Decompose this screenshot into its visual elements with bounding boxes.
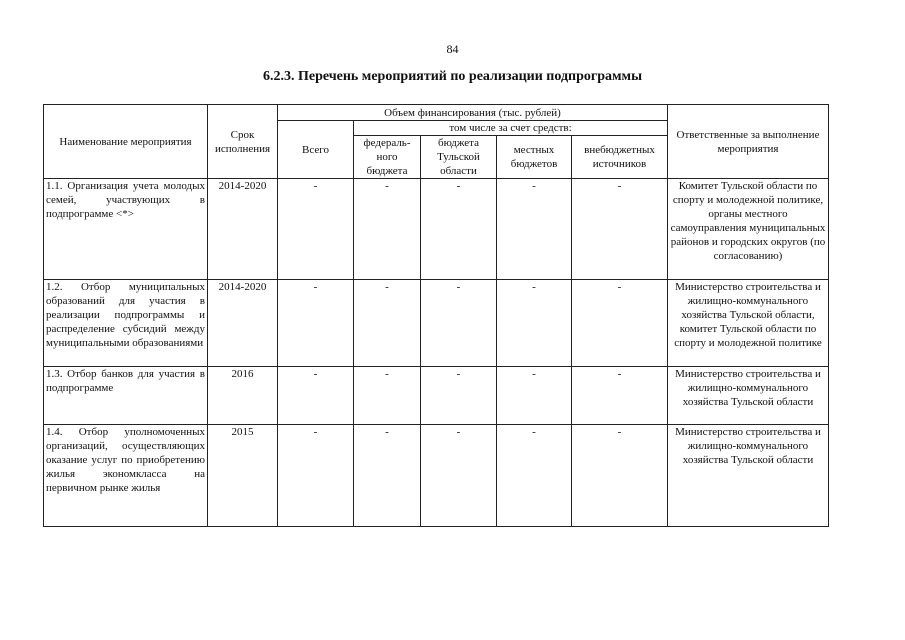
header-name: Наименование мероприятия <box>44 105 208 179</box>
header-local: местных бюджетов <box>497 136 572 179</box>
activity-term: 2014-2020 <box>208 179 278 280</box>
activity-name: 1.4. Отбор уполномоченных организаций, осуществляющих оказание услуг по приобретению жилья экономкласса на первичном рынке жилья <box>44 425 208 527</box>
funding-total: - <box>278 425 354 527</box>
page-number: 84 <box>446 42 459 56</box>
table-row <box>44 367 829 425</box>
activity-name: 1.3. Отбор банков для участия в подпрограмме <box>44 367 208 425</box>
funding-regional: - <box>421 425 497 527</box>
funding-extra: - <box>572 179 668 280</box>
activities-table <box>43 104 829 527</box>
funding-extra: - <box>572 425 668 527</box>
funding-total: - <box>278 367 354 425</box>
activity-term: 2016 <box>208 367 278 425</box>
header-regional: бюджета Тульской области <box>421 136 497 179</box>
header-term: Срок исполнения <box>208 105 278 179</box>
responsible-party: Министерство строительства и жилищно-коммунального хозяйства Тульской области <box>668 425 829 527</box>
funding-local: - <box>497 179 572 280</box>
funding-federal: - <box>354 367 421 425</box>
funding-regional: - <box>421 280 497 367</box>
table-row <box>44 280 829 367</box>
funding-extra: - <box>572 367 668 425</box>
funding-regional: - <box>421 179 497 280</box>
responsible-party: Министерство строительства и жилищно-коммунального хозяйства Тульской области, комитет Тульской области по спорту и молодежной политике <box>668 280 829 367</box>
funding-local: - <box>497 425 572 527</box>
funding-local: - <box>497 280 572 367</box>
funding-extra: - <box>572 280 668 367</box>
funding-federal: - <box>354 179 421 280</box>
funding-federal: - <box>354 425 421 527</box>
header-extra: внебюджетных источников <box>572 136 668 179</box>
responsible-party: Комитет Тульской области по спорту и молодежной политике, органы местного самоуправления муниципальных районов и городских округов (по согласованию) <box>668 179 829 280</box>
funding-total: - <box>278 280 354 367</box>
table-row <box>44 179 829 280</box>
header-including: том числе за счет средств: <box>354 121 668 136</box>
funding-federal: - <box>354 280 421 367</box>
header-funding: Объем финансирования (тыс. рублей) <box>278 105 668 121</box>
activity-name: 1.2. Отбор муниципальных образований для участия в реализации подпрограммы и распределение субсидий между муниципальными образованиями <box>44 280 208 367</box>
header-total: Всего <box>278 121 354 179</box>
section-title: 6.2.3. Перечень мероприятий по реализации подпрограммы <box>262 69 643 84</box>
funding-total: - <box>278 179 354 280</box>
header-responsible: Ответственные за выполнение мероприятия <box>668 105 829 179</box>
responsible-party: Министерство строительства и жилищно-коммунального хозяйства Тульской области <box>668 367 829 425</box>
activity-term: 2014-2020 <box>208 280 278 367</box>
funding-local: - <box>497 367 572 425</box>
table-row <box>44 425 829 527</box>
header-federal: федераль-ного бюджета <box>354 136 421 179</box>
activity-name: 1.1. Организация учета молодых семей, участвующих в подпрограмме <*> <box>44 179 208 280</box>
activity-term: 2015 <box>208 425 278 527</box>
funding-regional: - <box>421 367 497 425</box>
